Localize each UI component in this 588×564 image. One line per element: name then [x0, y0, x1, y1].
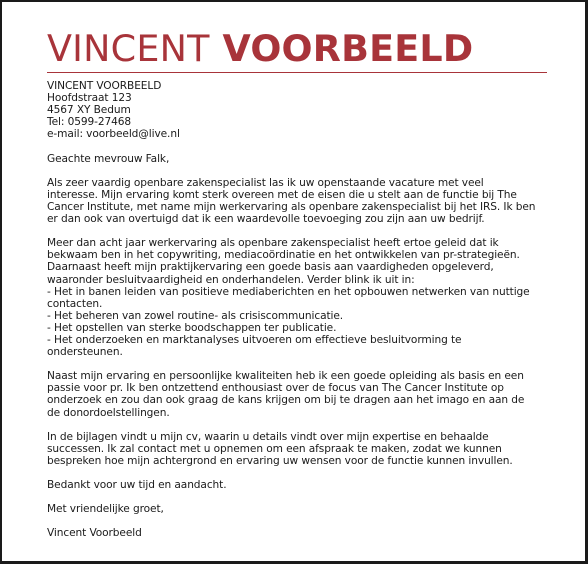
paragraph-line: de donordoelstellingen.: [47, 406, 170, 419]
spacer: [47, 358, 577, 370]
letter-header: [47, 28, 547, 73]
paragraph-line: successen. Ik zal contact met u opnemen om een afspraak te maken, zodat we kunnen: [47, 442, 502, 455]
paragraph-line: Naast mijn ervaring en persoonlijke kwaliteiten heb ik een goede opleiding als basis en een: [47, 370, 524, 383]
paragraph-1: [47, 177, 577, 225]
salutation: Geachte mevrouw Falk,: [47, 152, 170, 165]
sender-email: e-mail: voorbeeld@live.nl: [47, 128, 180, 141]
spacer: [47, 467, 577, 479]
paragraph-line: Meer dan acht jaar werkervaring als openbare zakenspecialist heeft ertoe geleid dat ik: [47, 237, 499, 250]
paragraph-line: Daarnaast heeft mijn praktijkervaring een goede basis aan vaardigheden opgeleverd,: [47, 261, 494, 274]
paragraph-2: [47, 237, 577, 358]
paragraph-line: bespreken hoe mijn achtergrond en ervaring uw wensen voor de functie kunnen invullen.: [47, 454, 513, 467]
spacer: [47, 140, 577, 152]
paragraph-line: onderzoek en zou dan ook graag de kans krijgen om bij te dragen aan het imago en aan de: [47, 394, 525, 407]
page-title: [47, 28, 547, 70]
list-item: contacten.: [47, 297, 103, 310]
paragraph-line: bekwaam ben in het copywriting, mediacoördinatie en het ontwikkelen van pr-strategieën.: [47, 249, 520, 262]
paragraph-line: passie voor pr. Ik ben ontzettend enthousiast over de focus van The Cancer Institute op: [47, 382, 504, 395]
list-item: ondersteunen.: [47, 346, 123, 359]
paragraph-line: interesse. Mijn ervaring komt sterk overeen met de eisen die u stelt aan de functie bij The: [47, 188, 517, 201]
sender-block: [47, 80, 577, 140]
paragraph-line: er dan ook van overtuigd dat ik een waardevolle toevoeging zou zijn aan uw bedrijf.: [47, 213, 485, 226]
signature: Vincent Voorbeeld: [47, 527, 142, 540]
spacer: [47, 165, 577, 177]
sender-city: 4567 XY Bedum: [47, 104, 131, 117]
sender-street: Hoofdstraat 123: [47, 92, 132, 105]
paragraph-line: Als zeer vaardig openbare zakenspecialist las ik uw openstaande vacature met veel: [47, 176, 484, 189]
paragraph-line: waaronder besluitvaardigheid en onderhandelen. Verder blink ik uit in:: [47, 273, 415, 286]
spacer: [47, 491, 577, 503]
list-item: - Het in banen leiden van positieve mediaberichten en het opbouwen netwerken van nuttige: [47, 285, 530, 298]
paragraph-3: [47, 370, 577, 418]
sender-name: VINCENT VOORBEELD: [47, 80, 162, 92]
closing-line: Met vriendelijke groet,: [47, 503, 164, 516]
spacer: [47, 225, 577, 237]
title-last-name: VOORBEELD: [222, 27, 474, 70]
spacer: [47, 419, 577, 431]
letter-body: [47, 80, 577, 540]
paragraph-line: In de bijlagen vindt u mijn cv, waarin u details vindt over mijn expertise en behaalde: [47, 430, 489, 443]
thanks-line: Bedankt voor uw tijd en aandacht.: [47, 479, 227, 492]
list-item: - Het beheren van zowel routine- als crisiscommunicatie.: [47, 309, 344, 322]
list-item: - Het onderzoeken en marktanalyses uitvoeren om effectieve besluitvorming te: [47, 333, 462, 346]
sender-phone: Tel: 0599-27468: [47, 116, 132, 129]
paragraph-4: [47, 431, 577, 467]
paragraph-line: Cancer Institute, met name mijn werkervaring als openbare zakenspecialist bij het IRS. Ik ben: [47, 200, 536, 213]
title-first-name: VINCENT: [47, 27, 210, 70]
list-item: - Het opstellen van sterke boodschappen ter publicatie.: [47, 321, 337, 334]
spacer: [47, 515, 577, 527]
